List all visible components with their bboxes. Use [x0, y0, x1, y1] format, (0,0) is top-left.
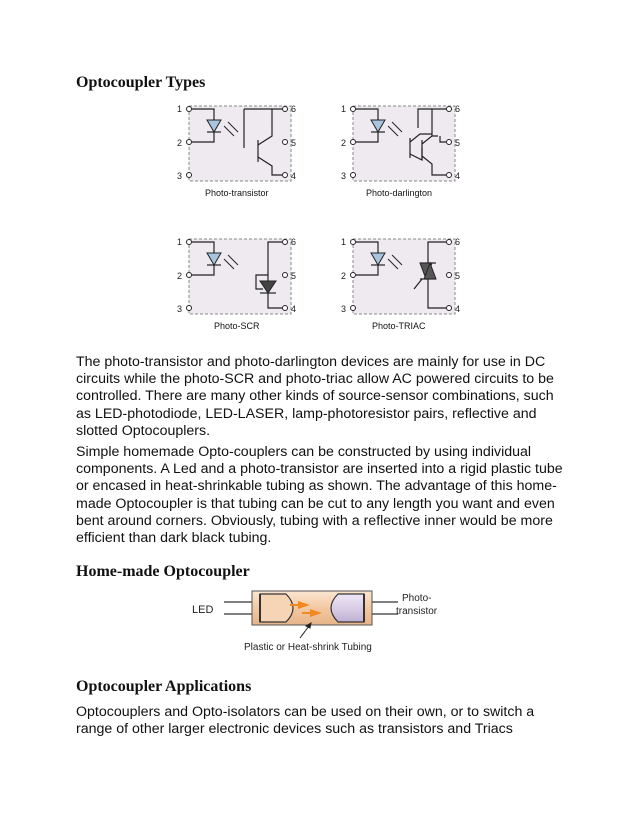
paragraph-applications: Optocouplers and Opto-isolators can be used on their own, or to switch a range of other larger electronic devices such as transistors and Triacs	[76, 704, 535, 738]
figure-photo-transistor	[176, 100, 301, 200]
pin-2-label: 2	[341, 138, 347, 148]
phototransistor-label-line1: Photo-	[402, 593, 432, 604]
pin-1-label: 1	[341, 104, 347, 114]
section-heading-applications: Optocoupler Applications	[76, 678, 252, 695]
pin-2-label: 2	[177, 138, 183, 148]
section-heading-types: Optocoupler Types	[76, 74, 206, 91]
pin-5-label: 5	[455, 271, 461, 281]
pin-6-label: 6	[291, 104, 297, 114]
pin-6-label: 6	[291, 237, 297, 247]
pin-1-label: 1	[177, 104, 183, 114]
pin-3-label: 3	[177, 171, 183, 181]
paragraph-homemade-intro: Simple homemade Opto-couplers can be constructed by using individual components. A Led and a photo-transistor are inserted into a rigid plastic tube or encased in heat-shrinkable tubing as shown. The advantage of this home-made Optocoupler is that tubing can be cut to any length you want and even bent around corners. Obviously, tubing with a reflective inner would be more efficient than dark black tubing.	[76, 444, 563, 547]
led-label: LED	[192, 604, 214, 616]
figure-photo-scr	[176, 233, 301, 333]
pin-4-label: 4	[455, 304, 461, 314]
tubing-label: Plastic or Heat-shrink Tubing	[244, 642, 372, 653]
figure-photo-triac	[340, 233, 465, 333]
pin-4-label: 4	[291, 304, 297, 314]
pin-6-label: 6	[455, 237, 461, 247]
package-outline	[189, 106, 291, 181]
section-heading-homemade: Home-made Optocoupler	[76, 563, 250, 580]
package-outline	[353, 106, 455, 181]
pin-6-label: 6	[455, 104, 461, 114]
pin-2-label: 2	[341, 271, 347, 281]
caption-photo-transistor: Photo-transistor	[205, 188, 269, 198]
pin-5-label: 5	[455, 138, 461, 148]
pin-1-label: 1	[341, 237, 347, 247]
figure-photo-darlington	[340, 100, 465, 200]
pin-4-label: 4	[291, 171, 297, 181]
paragraph-device-types: The photo-transistor and photo-darlington devices are mainly for use in DC circuits while the photo-SCR and photo-triac allow AC powered circuits to be controlled. There are many other kinds of source-sensor combinations, such as LED-photodiode, LED-LASER, lamp-photoresistor pairs, reflective and slotted Optocouplers.	[76, 354, 554, 439]
pin-5-label: 5	[291, 271, 297, 281]
caption-photo-triac: Photo-TRIAC	[372, 321, 426, 331]
pin-3-label: 3	[341, 304, 347, 314]
led-component	[260, 594, 293, 622]
figure-homemade-optocoupler	[188, 588, 458, 658]
pin-4-label: 4	[455, 171, 461, 181]
caption-photo-scr: Photo-SCR	[214, 321, 260, 331]
package-outline	[353, 239, 455, 314]
pin-2-label: 2	[177, 271, 183, 281]
caption-photo-darlington: Photo-darlington	[366, 188, 433, 198]
pin-3-label: 3	[177, 304, 183, 314]
pin-1-label: 1	[177, 237, 183, 247]
phototransistor-component	[331, 594, 364, 622]
pin-5-label: 5	[291, 138, 297, 148]
pin-3-label: 3	[341, 171, 347, 181]
phototransistor-label-line2: transistor	[396, 606, 438, 617]
package-outline	[189, 239, 291, 314]
